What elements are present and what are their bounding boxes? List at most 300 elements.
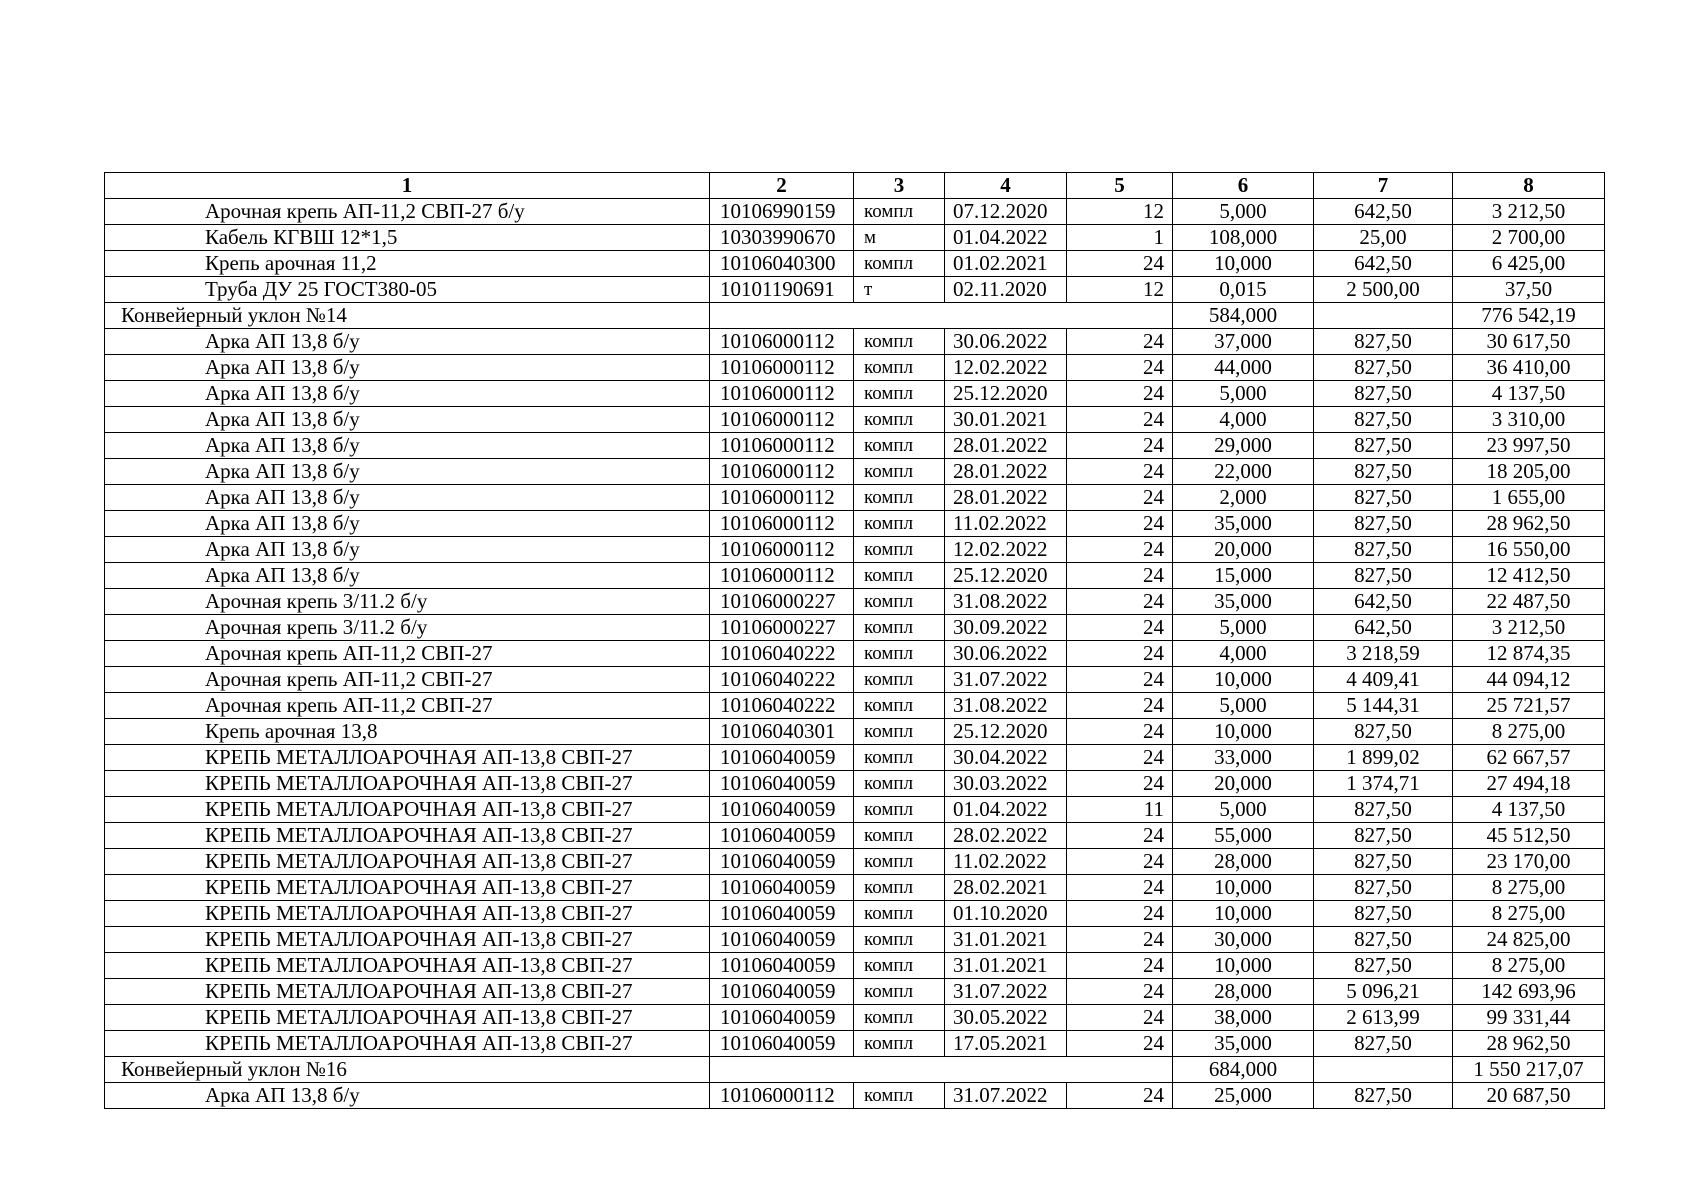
item-months-cell: 24 xyxy=(1067,901,1173,927)
item-qty-cell: 0,015 xyxy=(1173,277,1314,303)
item-unit-cell: компл xyxy=(854,1083,945,1109)
item-sum-cell: 25 721,57 xyxy=(1453,693,1605,719)
item-price-cell: 4 409,41 xyxy=(1314,667,1453,693)
item-date-cell: 31.01.2021 xyxy=(945,953,1067,979)
item-sum-cell: 27 494,18 xyxy=(1453,771,1605,797)
table-row xyxy=(105,1083,1605,1109)
table-row xyxy=(105,1031,1605,1057)
item-name-cell: КРЕПЬ МЕТАЛЛОАРОЧНАЯ АП-13,8 СВП-27 xyxy=(105,901,710,927)
item-months-cell: 24 xyxy=(1067,745,1173,771)
item-qty-cell: 5,000 xyxy=(1173,693,1314,719)
item-unit-cell: компл xyxy=(854,1005,945,1031)
item-price-cell: 827,50 xyxy=(1314,485,1453,511)
item-qty-cell: 22,000 xyxy=(1173,459,1314,485)
item-months-cell: 24 xyxy=(1067,849,1173,875)
item-months-cell: 24 xyxy=(1067,667,1173,693)
item-code-cell: 10106000112 xyxy=(710,459,854,485)
item-name-cell: КРЕПЬ МЕТАЛЛОАРОЧНАЯ АП-13,8 СВП-27 xyxy=(105,953,710,979)
item-date-cell: 30.01.2021 xyxy=(945,407,1067,433)
item-sum-cell: 16 550,00 xyxy=(1453,537,1605,563)
inventory-table xyxy=(104,172,1605,1109)
item-name-cell: КРЕПЬ МЕТАЛЛОАРОЧНАЯ АП-13,8 СВП-27 xyxy=(105,797,710,823)
item-code-cell: 10101190691 xyxy=(710,277,854,303)
item-months-cell: 11 xyxy=(1067,797,1173,823)
item-date-cell: 31.07.2022 xyxy=(945,979,1067,1005)
item-name-cell: Арочная крепь АП-11,2 СВП-27 xyxy=(105,693,710,719)
item-date-cell: 31.01.2021 xyxy=(945,927,1067,953)
item-qty-cell: 10,000 xyxy=(1173,875,1314,901)
table-row xyxy=(105,927,1605,953)
item-price-cell: 827,50 xyxy=(1314,1031,1453,1057)
item-sum-cell: 36 410,00 xyxy=(1453,355,1605,381)
item-date-cell: 25.12.2020 xyxy=(945,719,1067,745)
table-row xyxy=(105,615,1605,641)
group-qty-cell: 684,000 xyxy=(1173,1057,1314,1083)
item-qty-cell: 28,000 xyxy=(1173,849,1314,875)
item-unit-cell: компл xyxy=(854,849,945,875)
item-name-cell: КРЕПЬ МЕТАЛЛОАРОЧНАЯ АП-13,8 СВП-27 xyxy=(105,1031,710,1057)
item-sum-cell: 8 275,00 xyxy=(1453,901,1605,927)
item-name-cell: КРЕПЬ МЕТАЛЛОАРОЧНАЯ АП-13,8 СВП-27 xyxy=(105,1005,710,1031)
table-row xyxy=(105,407,1605,433)
item-sum-cell: 6 425,00 xyxy=(1453,251,1605,277)
item-name-cell: Арка АП 13,8 б/у xyxy=(105,563,710,589)
item-price-cell: 827,50 xyxy=(1314,563,1453,589)
table-row xyxy=(105,589,1605,615)
item-months-cell: 24 xyxy=(1067,407,1173,433)
table-row xyxy=(105,329,1605,355)
item-price-cell: 827,50 xyxy=(1314,901,1453,927)
group-qty-cell: 584,000 xyxy=(1173,303,1314,329)
item-qty-cell: 10,000 xyxy=(1173,667,1314,693)
item-code-cell: 10106040222 xyxy=(710,667,854,693)
item-qty-cell: 28,000 xyxy=(1173,979,1314,1005)
item-code-cell: 10303990670 xyxy=(710,225,854,251)
item-unit-cell: компл xyxy=(854,251,945,277)
item-sum-cell: 44 094,12 xyxy=(1453,667,1605,693)
item-sum-cell: 3 212,50 xyxy=(1453,615,1605,641)
item-qty-cell: 5,000 xyxy=(1173,797,1314,823)
table-row xyxy=(105,693,1605,719)
item-date-cell: 11.02.2022 xyxy=(945,511,1067,537)
item-unit-cell: компл xyxy=(854,927,945,953)
item-code-cell: 10106000112 xyxy=(710,407,854,433)
item-name-cell: Арочная крепь АП-11,2 СВП-27 б/у xyxy=(105,199,710,225)
item-sum-cell: 22 487,50 xyxy=(1453,589,1605,615)
item-date-cell: 11.02.2022 xyxy=(945,849,1067,875)
item-sum-cell: 99 331,44 xyxy=(1453,1005,1605,1031)
item-date-cell: 02.11.2020 xyxy=(945,277,1067,303)
item-unit-cell: компл xyxy=(854,615,945,641)
item-unit-cell: компл xyxy=(854,563,945,589)
item-sum-cell: 18 205,00 xyxy=(1453,459,1605,485)
item-unit-cell: компл xyxy=(854,485,945,511)
item-code-cell: 10106040059 xyxy=(710,927,854,953)
item-code-cell: 10106040059 xyxy=(710,771,854,797)
item-unit-cell: т xyxy=(854,277,945,303)
item-price-cell: 1 899,02 xyxy=(1314,745,1453,771)
item-unit-cell: компл xyxy=(854,745,945,771)
item-price-cell: 827,50 xyxy=(1314,433,1453,459)
item-price-cell: 642,50 xyxy=(1314,199,1453,225)
empty-cell xyxy=(710,1057,1173,1083)
item-unit-cell: компл xyxy=(854,589,945,615)
item-date-cell: 30.03.2022 xyxy=(945,771,1067,797)
item-months-cell: 24 xyxy=(1067,251,1173,277)
item-price-cell: 642,50 xyxy=(1314,615,1453,641)
item-qty-cell: 10,000 xyxy=(1173,719,1314,745)
table-row xyxy=(105,849,1605,875)
item-price-cell: 827,50 xyxy=(1314,355,1453,381)
item-months-cell: 24 xyxy=(1067,823,1173,849)
item-months-cell: 24 xyxy=(1067,1031,1173,1057)
item-name-cell: Арочная крепь 3/11.2 б/у xyxy=(105,615,710,641)
item-sum-cell: 12 874,35 xyxy=(1453,641,1605,667)
item-qty-cell: 5,000 xyxy=(1173,199,1314,225)
table-row xyxy=(105,771,1605,797)
item-qty-cell: 38,000 xyxy=(1173,1005,1314,1031)
table-row xyxy=(105,667,1605,693)
item-price-cell: 2 500,00 xyxy=(1314,277,1453,303)
item-name-cell: КРЕПЬ МЕТАЛЛОАРОЧНАЯ АП-13,8 СВП-27 xyxy=(105,823,710,849)
item-name-cell: Арка АП 13,8 б/у xyxy=(105,407,710,433)
item-code-cell: 10106000112 xyxy=(710,537,854,563)
item-unit-cell: компл xyxy=(854,953,945,979)
item-qty-cell: 30,000 xyxy=(1173,927,1314,953)
item-price-cell: 827,50 xyxy=(1314,953,1453,979)
item-code-cell: 10106000112 xyxy=(710,381,854,407)
item-qty-cell: 2,000 xyxy=(1173,485,1314,511)
item-code-cell: 10106040059 xyxy=(710,1031,854,1057)
item-months-cell: 24 xyxy=(1067,953,1173,979)
item-months-cell: 24 xyxy=(1067,433,1173,459)
column-number-header xyxy=(105,173,1605,199)
item-qty-cell: 35,000 xyxy=(1173,1031,1314,1057)
item-name-cell: КРЕПЬ МЕТАЛЛОАРОЧНАЯ АП-13,8 СВП-27 xyxy=(105,849,710,875)
item-sum-cell: 4 137,50 xyxy=(1453,381,1605,407)
item-qty-cell: 20,000 xyxy=(1173,537,1314,563)
item-date-cell: 30.09.2022 xyxy=(945,615,1067,641)
item-price-cell: 3 218,59 xyxy=(1314,641,1453,667)
table-row xyxy=(105,459,1605,485)
item-code-cell: 10106000112 xyxy=(710,329,854,355)
item-qty-cell: 55,000 xyxy=(1173,823,1314,849)
item-sum-cell: 30 617,50 xyxy=(1453,329,1605,355)
item-price-cell: 827,50 xyxy=(1314,797,1453,823)
item-months-cell: 24 xyxy=(1067,537,1173,563)
item-date-cell: 01.10.2020 xyxy=(945,901,1067,927)
item-sum-cell: 3 310,00 xyxy=(1453,407,1605,433)
header-cell: 5 xyxy=(1067,173,1173,199)
item-date-cell: 01.04.2022 xyxy=(945,797,1067,823)
item-name-cell: Арка АП 13,8 б/у xyxy=(105,1083,710,1109)
table-row xyxy=(105,511,1605,537)
item-price-cell: 827,50 xyxy=(1314,537,1453,563)
item-price-cell: 827,50 xyxy=(1314,511,1453,537)
table-row xyxy=(105,537,1605,563)
item-months-cell: 24 xyxy=(1067,355,1173,381)
item-name-cell: Арка АП 13,8 б/у xyxy=(105,537,710,563)
item-name-cell: Арочная крепь АП-11,2 СВП-27 xyxy=(105,641,710,667)
item-unit-cell: компл xyxy=(854,537,945,563)
item-qty-cell: 29,000 xyxy=(1173,433,1314,459)
item-date-cell: 28.01.2022 xyxy=(945,485,1067,511)
item-sum-cell: 4 137,50 xyxy=(1453,797,1605,823)
item-date-cell: 12.02.2022 xyxy=(945,537,1067,563)
item-price-cell: 827,50 xyxy=(1314,875,1453,901)
item-unit-cell: компл xyxy=(854,693,945,719)
item-code-cell: 10106040059 xyxy=(710,1005,854,1031)
item-unit-cell: компл xyxy=(854,355,945,381)
item-qty-cell: 4,000 xyxy=(1173,407,1314,433)
item-date-cell: 30.05.2022 xyxy=(945,1005,1067,1031)
item-sum-cell: 8 275,00 xyxy=(1453,719,1605,745)
item-unit-cell: компл xyxy=(854,511,945,537)
item-date-cell: 17.05.2021 xyxy=(945,1031,1067,1057)
item-unit-cell: компл xyxy=(854,641,945,667)
item-price-cell: 827,50 xyxy=(1314,329,1453,355)
item-code-cell: 10106040301 xyxy=(710,719,854,745)
table-body xyxy=(105,199,1605,1109)
item-code-cell: 10106990159 xyxy=(710,199,854,225)
table-row xyxy=(105,251,1605,277)
item-sum-cell: 8 275,00 xyxy=(1453,953,1605,979)
item-name-cell: КРЕПЬ МЕТАЛЛОАРОЧНАЯ АП-13,8 СВП-27 xyxy=(105,771,710,797)
table-row xyxy=(105,277,1605,303)
item-price-cell: 25,00 xyxy=(1314,225,1453,251)
table-row xyxy=(105,485,1605,511)
item-sum-cell: 45 512,50 xyxy=(1453,823,1605,849)
item-qty-cell: 25,000 xyxy=(1173,1083,1314,1109)
item-name-cell: Арка АП 13,8 б/у xyxy=(105,381,710,407)
item-unit-cell: компл xyxy=(854,901,945,927)
item-qty-cell: 35,000 xyxy=(1173,511,1314,537)
item-months-cell: 24 xyxy=(1067,615,1173,641)
group-row xyxy=(105,1057,1605,1083)
item-unit-cell: компл xyxy=(854,823,945,849)
item-unit-cell: компл xyxy=(854,407,945,433)
table-row xyxy=(105,433,1605,459)
item-months-cell: 24 xyxy=(1067,875,1173,901)
table-row xyxy=(105,641,1605,667)
empty-cell xyxy=(1314,303,1453,329)
item-months-cell: 24 xyxy=(1067,719,1173,745)
item-price-cell: 827,50 xyxy=(1314,459,1453,485)
item-date-cell: 30.06.2022 xyxy=(945,329,1067,355)
group-name-cell: Конвейерный уклон №14 xyxy=(105,303,710,329)
item-qty-cell: 37,000 xyxy=(1173,329,1314,355)
table-row xyxy=(105,355,1605,381)
item-code-cell: 10106040059 xyxy=(710,875,854,901)
group-sum-cell: 1 550 217,07 xyxy=(1453,1057,1605,1083)
item-date-cell: 28.02.2021 xyxy=(945,875,1067,901)
item-months-cell: 12 xyxy=(1067,277,1173,303)
item-months-cell: 24 xyxy=(1067,563,1173,589)
item-sum-cell: 3 212,50 xyxy=(1453,199,1605,225)
table-row xyxy=(105,199,1605,225)
group-row xyxy=(105,303,1605,329)
item-name-cell: КРЕПЬ МЕТАЛЛОАРОЧНАЯ АП-13,8 СВП-27 xyxy=(105,927,710,953)
item-months-cell: 1 xyxy=(1067,225,1173,251)
header-cell: 4 xyxy=(945,173,1067,199)
item-name-cell: КРЕПЬ МЕТАЛЛОАРОЧНАЯ АП-13,8 СВП-27 xyxy=(105,745,710,771)
item-price-cell: 827,50 xyxy=(1314,407,1453,433)
item-unit-cell: компл xyxy=(854,979,945,1005)
item-sum-cell: 1 655,00 xyxy=(1453,485,1605,511)
item-price-cell: 1 374,71 xyxy=(1314,771,1453,797)
item-qty-cell: 15,000 xyxy=(1173,563,1314,589)
item-months-cell: 24 xyxy=(1067,329,1173,355)
item-months-cell: 24 xyxy=(1067,459,1173,485)
item-price-cell: 827,50 xyxy=(1314,849,1453,875)
table-row xyxy=(105,225,1605,251)
table-row xyxy=(105,823,1605,849)
item-code-cell: 10106000227 xyxy=(710,615,854,641)
item-sum-cell: 142 693,96 xyxy=(1453,979,1605,1005)
item-name-cell: Арка АП 13,8 б/у xyxy=(105,511,710,537)
group-name-cell: Конвейерный уклон №16 xyxy=(105,1057,710,1083)
item-code-cell: 10106000112 xyxy=(710,1083,854,1109)
item-qty-cell: 10,000 xyxy=(1173,901,1314,927)
item-sum-cell: 8 275,00 xyxy=(1453,875,1605,901)
item-price-cell: 5 144,31 xyxy=(1314,693,1453,719)
item-sum-cell: 20 687,50 xyxy=(1453,1083,1605,1109)
item-price-cell: 827,50 xyxy=(1314,381,1453,407)
item-price-cell: 642,50 xyxy=(1314,589,1453,615)
item-name-cell: Арка АП 13,8 б/у xyxy=(105,329,710,355)
item-date-cell: 31.08.2022 xyxy=(945,693,1067,719)
header-cell: 6 xyxy=(1173,173,1314,199)
item-date-cell: 30.06.2022 xyxy=(945,641,1067,667)
item-price-cell: 642,50 xyxy=(1314,251,1453,277)
item-sum-cell: 28 962,50 xyxy=(1453,1031,1605,1057)
item-qty-cell: 44,000 xyxy=(1173,355,1314,381)
table-row xyxy=(105,953,1605,979)
empty-cell xyxy=(710,303,1173,329)
empty-cell xyxy=(1314,1057,1453,1083)
group-sum-cell: 776 542,19 xyxy=(1453,303,1605,329)
table-row xyxy=(105,563,1605,589)
item-qty-cell: 10,000 xyxy=(1173,251,1314,277)
item-name-cell: КРЕПЬ МЕТАЛЛОАРОЧНАЯ АП-13,8 СВП-27 xyxy=(105,979,710,1005)
item-qty-cell: 5,000 xyxy=(1173,381,1314,407)
item-qty-cell: 35,000 xyxy=(1173,589,1314,615)
item-code-cell: 10106000112 xyxy=(710,433,854,459)
header-cell: 8 xyxy=(1453,173,1605,199)
header-cell: 2 xyxy=(710,173,854,199)
item-code-cell: 10106000112 xyxy=(710,563,854,589)
item-date-cell: 01.04.2022 xyxy=(945,225,1067,251)
header-cell: 1 xyxy=(105,173,710,199)
header-cell: 3 xyxy=(854,173,945,199)
table-row xyxy=(105,797,1605,823)
item-unit-cell: компл xyxy=(854,459,945,485)
header-cell: 7 xyxy=(1314,173,1453,199)
item-qty-cell: 5,000 xyxy=(1173,615,1314,641)
item-name-cell: Труба ДУ 25 ГОСТ380-05 xyxy=(105,277,710,303)
table-row xyxy=(105,719,1605,745)
item-date-cell: 12.02.2022 xyxy=(945,355,1067,381)
item-name-cell: Арочная крепь АП-11,2 СВП-27 xyxy=(105,667,710,693)
item-qty-cell: 33,000 xyxy=(1173,745,1314,771)
item-months-cell: 24 xyxy=(1067,641,1173,667)
item-months-cell: 24 xyxy=(1067,381,1173,407)
item-date-cell: 28.01.2022 xyxy=(945,433,1067,459)
item-months-cell: 24 xyxy=(1067,589,1173,615)
item-unit-cell: компл xyxy=(854,797,945,823)
table-row xyxy=(105,1005,1605,1031)
item-date-cell: 30.04.2022 xyxy=(945,745,1067,771)
item-code-cell: 10106040300 xyxy=(710,251,854,277)
item-sum-cell: 37,50 xyxy=(1453,277,1605,303)
item-name-cell: Арка АП 13,8 б/у xyxy=(105,433,710,459)
item-name-cell: Кабель КГВШ 12*1,5 xyxy=(105,225,710,251)
table-row xyxy=(105,901,1605,927)
item-months-cell: 24 xyxy=(1067,1083,1173,1109)
item-sum-cell: 23 997,50 xyxy=(1453,433,1605,459)
item-name-cell: Крепь арочная 13,8 xyxy=(105,719,710,745)
table-row xyxy=(105,875,1605,901)
item-sum-cell: 62 667,57 xyxy=(1453,745,1605,771)
item-code-cell: 10106040059 xyxy=(710,745,854,771)
item-unit-cell: м xyxy=(854,225,945,251)
item-months-cell: 12 xyxy=(1067,199,1173,225)
item-unit-cell: компл xyxy=(854,719,945,745)
item-date-cell: 25.12.2020 xyxy=(945,563,1067,589)
table-row xyxy=(105,381,1605,407)
item-code-cell: 10106000227 xyxy=(710,589,854,615)
item-sum-cell: 12 412,50 xyxy=(1453,563,1605,589)
item-price-cell: 5 096,21 xyxy=(1314,979,1453,1005)
item-months-cell: 24 xyxy=(1067,927,1173,953)
item-date-cell: 31.07.2022 xyxy=(945,1083,1067,1109)
item-unit-cell: компл xyxy=(854,199,945,225)
item-unit-cell: компл xyxy=(854,1031,945,1057)
item-code-cell: 10106000112 xyxy=(710,485,854,511)
item-code-cell: 10106040059 xyxy=(710,823,854,849)
item-code-cell: 10106040059 xyxy=(710,797,854,823)
item-date-cell: 07.12.2020 xyxy=(945,199,1067,225)
item-date-cell: 01.02.2021 xyxy=(945,251,1067,277)
item-code-cell: 10106000112 xyxy=(710,355,854,381)
item-unit-cell: компл xyxy=(854,667,945,693)
item-code-cell: 10106040059 xyxy=(710,979,854,1005)
item-code-cell: 10106040059 xyxy=(710,849,854,875)
item-qty-cell: 20,000 xyxy=(1173,771,1314,797)
item-months-cell: 24 xyxy=(1067,485,1173,511)
item-price-cell: 827,50 xyxy=(1314,823,1453,849)
item-name-cell: Арка АП 13,8 б/у xyxy=(105,485,710,511)
item-name-cell: Арка АП 13,8 б/у xyxy=(105,459,710,485)
item-code-cell: 10106040222 xyxy=(710,693,854,719)
table-row xyxy=(105,745,1605,771)
item-price-cell: 827,50 xyxy=(1314,719,1453,745)
item-date-cell: 28.02.2022 xyxy=(945,823,1067,849)
item-name-cell: Арочная крепь 3/11.2 б/у xyxy=(105,589,710,615)
item-price-cell: 2 613,99 xyxy=(1314,1005,1453,1031)
item-months-cell: 24 xyxy=(1067,511,1173,537)
item-months-cell: 24 xyxy=(1067,1005,1173,1031)
item-price-cell: 827,50 xyxy=(1314,1083,1453,1109)
item-unit-cell: компл xyxy=(854,381,945,407)
item-code-cell: 10106040059 xyxy=(710,953,854,979)
item-code-cell: 10106040059 xyxy=(710,901,854,927)
item-name-cell: КРЕПЬ МЕТАЛЛОАРОЧНАЯ АП-13,8 СВП-27 xyxy=(105,875,710,901)
item-unit-cell: компл xyxy=(854,433,945,459)
item-name-cell: Крепь арочная 11,2 xyxy=(105,251,710,277)
item-unit-cell: компл xyxy=(854,875,945,901)
item-unit-cell: компл xyxy=(854,329,945,355)
